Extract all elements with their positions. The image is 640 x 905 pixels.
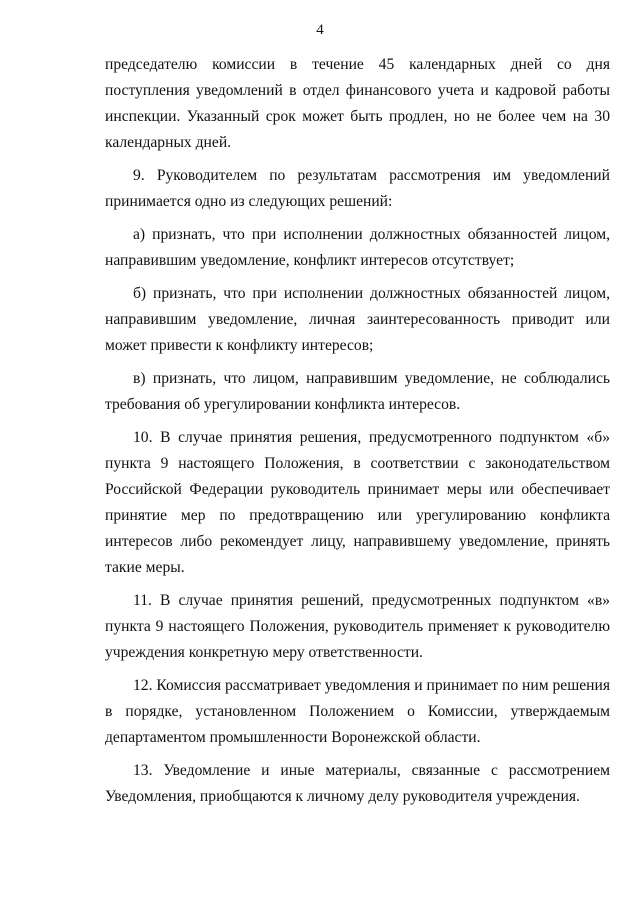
paragraph-continuation: председателю комиссии в течение 45 календарных дней со дня поступления уведомлений в отдел финансового учета и кадровой работы инспекции. Указанный срок может быть продлен, но не более чем на 30 календарных дней.: [105, 56, 610, 151]
paragraph-item-13: 13. Уведомление и иные материалы, связанные с рассмотрением Уведомления, приобщаются к личному делу руководителя учреждения.: [105, 762, 610, 805]
paragraph-item-12: 12. Комиссия рассматривает уведомления и принимает по ним решения в порядке, установленном Положением о Комиссии, утверждаемым департаментом промышленности Воронежской области.: [105, 677, 610, 746]
page-number: 4: [316, 22, 324, 38]
document-body: [105, 52, 610, 817]
paragraph-item-9v: в) признать, что лицом, направившим уведомление, не соблюдались требования об урегулировании конфликта интересов.: [105, 370, 610, 413]
paragraph-item-9a: а) признать, что при исполнении должностных обязанностей лицом, направившим уведомление, конфликт интересов отсутствует;: [105, 226, 610, 269]
paragraph-item-9b: б) признать, что при исполнении должностных обязанностей лицом, направившим уведомление, личная заинтересованность приводит или может привести к конфликту интересов;: [105, 285, 610, 354]
paragraph-item-9: 9. Руководителем по результатам рассмотрения им уведомлений принимается одно из следующих решений:: [105, 167, 610, 210]
paragraph-item-10: 10. В случае принятия решения, предусмотренного подпунктом «б» пункта 9 настоящего Положения, в соответствии с законодательством Российской Федерации руководитель принимает меры или обеспечивает принятие мер по предотвращению или урегулированию конфликта интересов либо рекомендует лицу, направившему уведомление, принять такие меры.: [105, 429, 610, 576]
paragraph-item-11: 11. В случае принятия решений, предусмотренных подпунктом «в» пункта 9 настоящего Положения, руководитель применяет к руководителю учреждения конкретную меру ответственности.: [105, 592, 610, 661]
